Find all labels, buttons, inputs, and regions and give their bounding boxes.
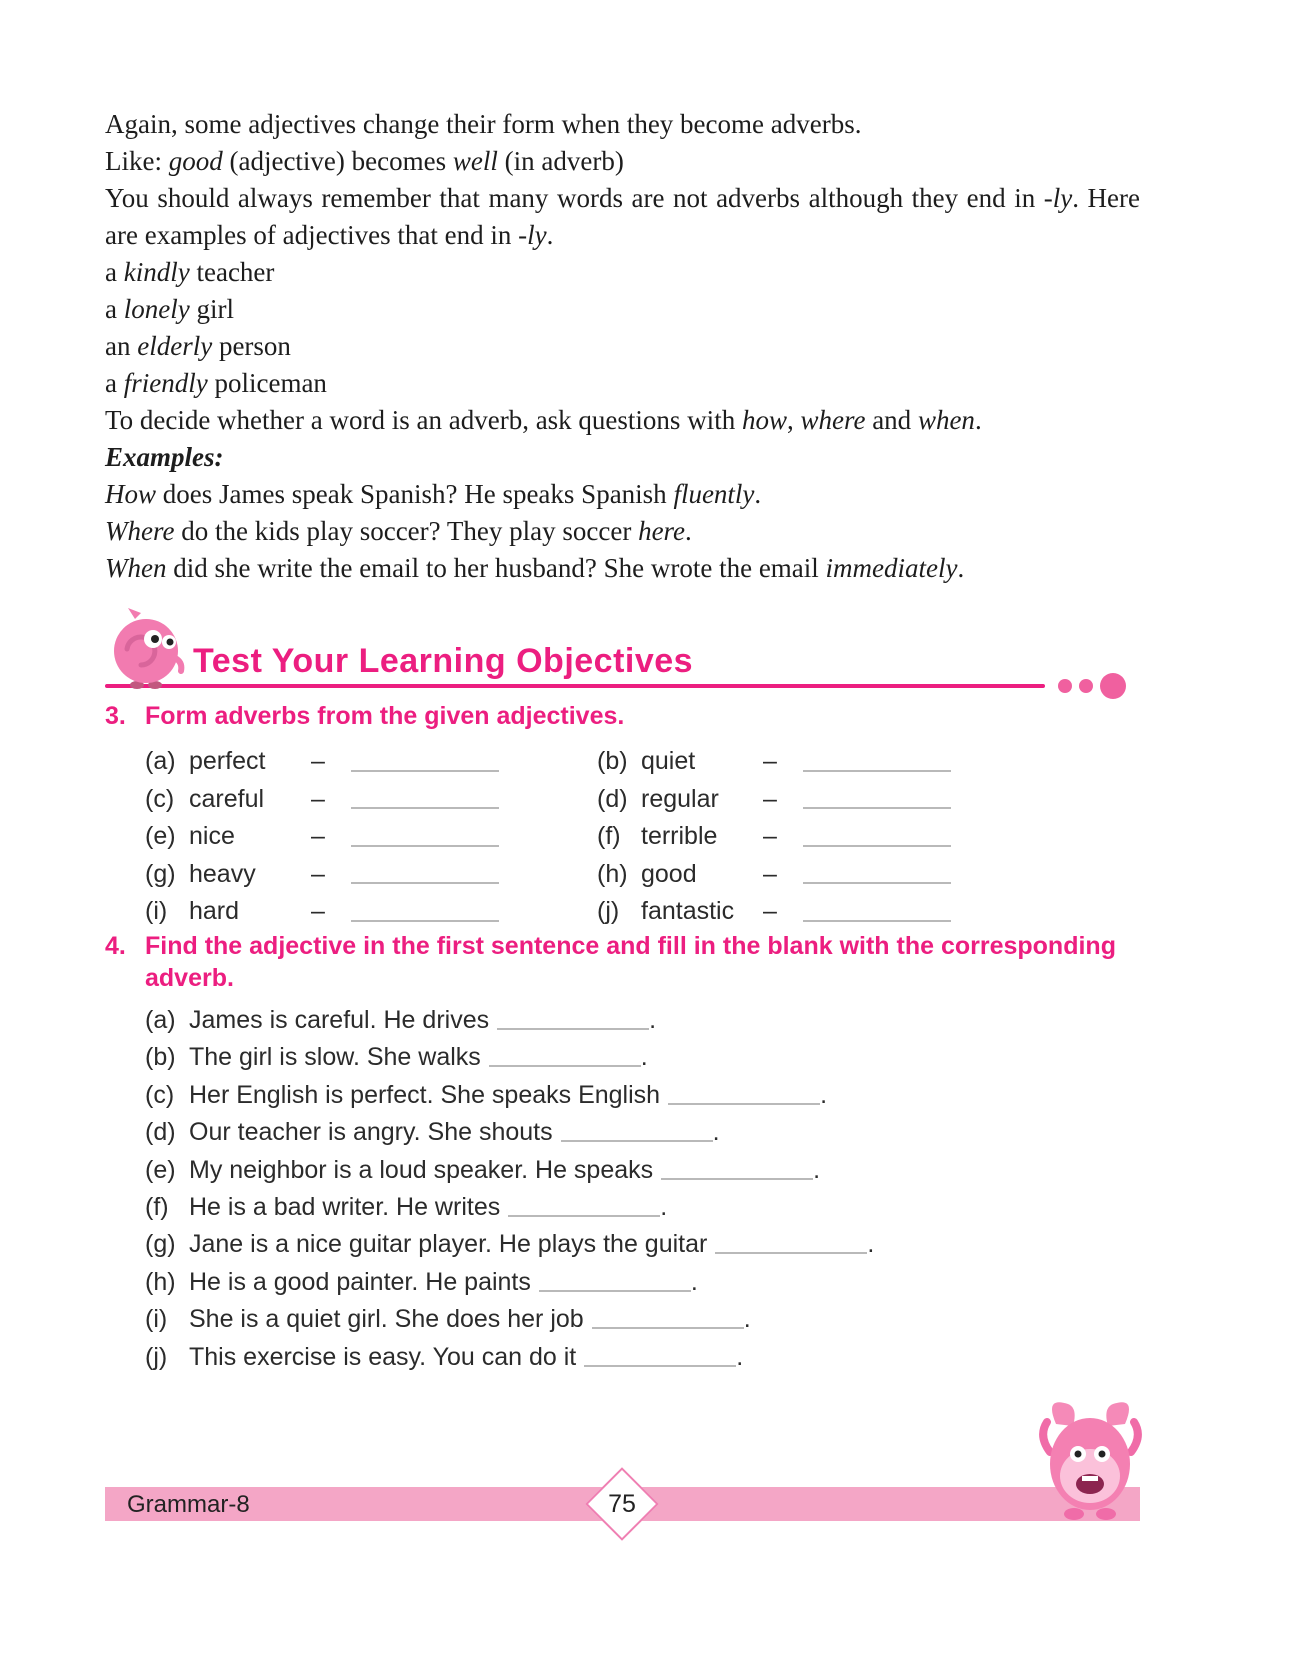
sentence-text (189, 1006, 1140, 1035)
adjective-word: perfect (189, 747, 266, 776)
list-item (597, 893, 1140, 931)
sentence-period: . (640, 1043, 648, 1072)
text-run: (in adverb) (497, 146, 624, 176)
adjective-example (105, 328, 1140, 365)
text-run: . (546, 220, 554, 250)
italic-word: where (800, 405, 866, 435)
adjective-list (145, 743, 1140, 931)
exercise-title: Form adverbs from the given adjectives. (145, 702, 625, 730)
list-item (145, 1118, 1140, 1155)
text-run: a (105, 257, 124, 287)
answer-blank (497, 1028, 649, 1030)
adjective-example (105, 365, 1140, 402)
exercise-heading (105, 930, 1140, 994)
sentence-list (145, 1006, 1140, 1380)
example-sentence (105, 550, 1140, 587)
list-item (145, 1343, 1140, 1380)
text-run: did she write the email to her husband? She wrote the email (166, 553, 826, 583)
list-item (145, 1230, 1140, 1267)
italic-word: here (638, 516, 686, 546)
exercise-number: 3. (105, 702, 126, 730)
dash: – (763, 784, 777, 813)
book-title: Grammar-8 (127, 1491, 250, 1518)
italic-word: -ly (518, 220, 547, 250)
item-letter: (b) (145, 1043, 176, 1072)
sentence-text (189, 1268, 1140, 1297)
answer-blank (508, 1215, 660, 1217)
list-item (597, 818, 1140, 856)
sentence-prefix: He is a good painter. He paints (189, 1267, 531, 1296)
text-run: Like: (105, 146, 169, 176)
list-item (145, 1305, 1140, 1342)
item-letter: (a) (145, 1006, 176, 1034)
adjective-example (105, 291, 1140, 328)
item-letter: (i) (145, 1305, 168, 1334)
italic-word: lonely (123, 294, 190, 324)
sentence-period: . (813, 1155, 821, 1184)
dash: – (311, 859, 325, 888)
adjective-word: nice (189, 822, 235, 851)
answer-blank (668, 1103, 820, 1105)
sentence-prefix: He is a bad writer. He writes (189, 1192, 501, 1221)
item-letter: (h) (145, 1267, 176, 1296)
sentence-period: . (712, 1118, 720, 1147)
list-item (145, 1193, 1140, 1230)
decide-line (105, 402, 1140, 439)
adjective-word: fantastic (641, 897, 735, 926)
adjective-word: heavy (189, 859, 256, 888)
text-run: an (105, 331, 138, 361)
italic-word: how (741, 405, 787, 435)
sentence-period: . (660, 1192, 668, 1221)
text-run: To decide whether a word is an adverb, ask questions with (105, 405, 742, 435)
italic-word: well (452, 146, 498, 176)
dash: – (311, 822, 325, 851)
sentence-period: . (867, 1230, 875, 1259)
sentence-prefix: Our teacher is angry. She shouts (189, 1118, 553, 1147)
list-item (145, 1268, 1140, 1305)
list-item (597, 781, 1140, 819)
dash: – (311, 897, 325, 926)
text-run: You should always remember that many words are not adverbs although they end in (105, 183, 1044, 213)
sentence-text (189, 1193, 1140, 1222)
dash: – (763, 747, 777, 776)
sentence-text (189, 1230, 1140, 1259)
intro-line (105, 106, 1140, 143)
sentence-text (189, 1081, 1140, 1110)
sentence-prefix: Her English is perfect. She speaks English (189, 1080, 661, 1109)
text-run: . (957, 553, 965, 583)
answer-blank (351, 770, 499, 772)
list-item (145, 818, 597, 856)
answer-blank (584, 1365, 736, 1367)
item-letter: (f) (597, 822, 621, 851)
italic-word: immediately (825, 553, 958, 583)
sentence-text (189, 1343, 1140, 1372)
italic-word: friendly (123, 368, 208, 398)
list-item (145, 1081, 1140, 1118)
adjective-word: quiet (641, 747, 696, 776)
exercise-4 (105, 930, 1140, 1380)
example-sentence (105, 476, 1140, 513)
header-rule (105, 684, 1045, 688)
italic-word: when (917, 405, 975, 435)
italic-word: Where (105, 516, 175, 546)
list-item (597, 743, 1140, 781)
adjective-word: careful (189, 784, 265, 813)
answer-blank (539, 1290, 691, 1292)
answer-blank (351, 920, 499, 922)
item-letter: (d) (597, 784, 628, 813)
answer-blank (489, 1065, 641, 1067)
italic-word: good (168, 146, 223, 176)
sentence-period: . (736, 1342, 744, 1371)
adjective-word: terrible (641, 822, 718, 851)
dash: – (311, 747, 325, 776)
adjective-word: good (641, 859, 697, 888)
monster-icon (107, 607, 185, 694)
text-run: teacher (189, 257, 275, 287)
sentence-period: . (690, 1267, 698, 1296)
sentence-prefix: James is careful. He drives (189, 1006, 490, 1034)
list-item (145, 856, 597, 894)
list-item (145, 1006, 1140, 1043)
italic-word: -ly (1043, 183, 1073, 213)
text-run: do the kids play soccer? They play soccer (174, 516, 639, 546)
list-item (145, 781, 597, 819)
answer-blank (351, 882, 499, 884)
answer-blank (715, 1252, 867, 1254)
item-letter: (e) (145, 1155, 176, 1184)
dash: – (311, 784, 325, 813)
sentence-prefix: Jane is a nice guitar player. He plays the guitar (189, 1230, 708, 1259)
answer-blank (803, 807, 951, 809)
answer-blank (803, 770, 951, 772)
sentence-text (189, 1156, 1140, 1185)
list-item (145, 1043, 1140, 1080)
item-letter: (c) (145, 784, 175, 813)
sentence-period: . (743, 1305, 751, 1334)
examples-heading: Examples: (105, 442, 224, 472)
sentence-prefix: The girl is slow. She walks (189, 1043, 481, 1072)
item-letter: (j) (145, 1342, 168, 1371)
sentence-period: . (649, 1006, 657, 1034)
italic-word: fluently (673, 479, 755, 509)
intro-line (105, 143, 1140, 180)
item-letter: (h) (597, 859, 628, 888)
answer-blank (351, 807, 499, 809)
exercise-heading (105, 700, 1140, 732)
item-letter: (c) (145, 1080, 175, 1109)
item-letter: (g) (145, 859, 176, 888)
answer-blank (561, 1140, 713, 1142)
text-run: person (212, 331, 291, 361)
text-run: girl (189, 294, 234, 324)
dash: – (763, 822, 777, 851)
item-letter: (d) (145, 1118, 176, 1147)
italic-word: elderly (137, 331, 213, 361)
italic-word: kindly (123, 257, 190, 287)
sentence-text (189, 1305, 1140, 1334)
example-sentence (105, 513, 1140, 550)
exercise-title: Find the adjective in the first sentence and fill in the blank with the corresponding adverb. (145, 932, 1116, 992)
item-letter: (j) (597, 897, 620, 926)
item-letter: (a) (145, 747, 176, 776)
adjective-word: regular (641, 784, 719, 813)
adjective-word: hard (189, 897, 240, 926)
text-run: . (974, 405, 982, 435)
item-letter: (e) (145, 822, 176, 851)
sentence-prefix: My neighbor is a loud speaker. He speaks (189, 1155, 654, 1184)
item-letter: (b) (597, 747, 628, 776)
italic-word: When (105, 553, 167, 583)
section-title: Test Your Learning Objectives (193, 642, 694, 680)
intro-paragraph (105, 180, 1140, 254)
sentence-prefix: This exercise is easy. You can do it (189, 1342, 577, 1371)
text-run: . Here are examples of adjectives that end in (105, 183, 1140, 250)
answer-blank (803, 882, 951, 884)
item-letter: (g) (145, 1230, 176, 1259)
list-item (597, 856, 1140, 894)
dash: – (763, 859, 777, 888)
adjective-example (105, 254, 1140, 291)
answer-blank (803, 920, 951, 922)
section-header (105, 612, 1140, 694)
intro-text (105, 106, 1140, 587)
list-item (145, 893, 597, 931)
answer-blank (592, 1327, 744, 1329)
exercise-number: 4. (105, 932, 126, 960)
italic-word: How (105, 479, 157, 509)
sentence-text (189, 1043, 1140, 1072)
list-item (145, 743, 597, 781)
list-item (145, 1156, 1140, 1193)
sentence-period: . (820, 1080, 828, 1109)
item-letter: (f) (145, 1192, 169, 1221)
text-run: does James speak Spanish? He speaks Spanish (156, 479, 674, 509)
text-run: (adjective) becomes (222, 146, 453, 176)
text-run: , (786, 405, 801, 435)
text-run: a (105, 294, 124, 324)
exercise-3 (105, 700, 1140, 931)
item-letter: (i) (145, 897, 168, 926)
sentence-text (189, 1118, 1140, 1147)
ellipsis-dots-icon (1058, 673, 1126, 699)
answer-blank (661, 1178, 813, 1180)
monster-icon (1038, 1392, 1143, 1527)
answer-blank (803, 845, 951, 847)
page-number: 75 (608, 1489, 636, 1518)
dash: – (763, 897, 777, 926)
text-run: and (865, 405, 918, 435)
text-run: a (105, 368, 124, 398)
text-run: . (685, 516, 692, 546)
text-run: policeman (207, 368, 327, 398)
text-run: Again, some adjectives change their form when they become adverbs. (105, 109, 862, 139)
answer-blank (351, 845, 499, 847)
text-run: . (754, 479, 762, 509)
sentence-prefix: She is a quiet girl. She does her job (189, 1305, 584, 1334)
